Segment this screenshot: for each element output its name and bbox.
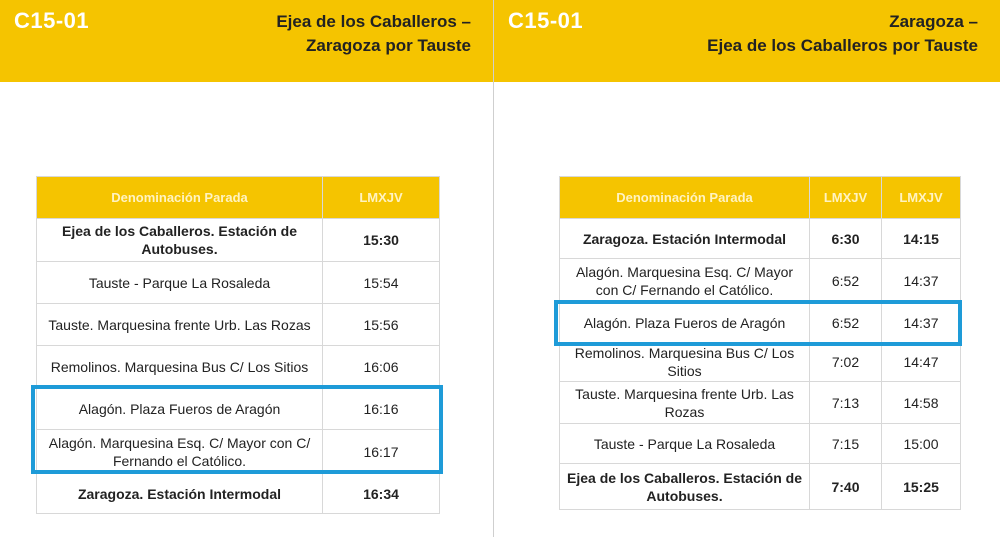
column-header-stop: Denominación Parada xyxy=(37,177,323,219)
table-row xyxy=(560,343,961,382)
table-row xyxy=(560,464,961,510)
departure-time: 15:56 xyxy=(323,304,440,346)
panel-header xyxy=(0,0,493,82)
departure-time: 14:37 xyxy=(882,303,961,343)
table-row xyxy=(560,382,961,424)
departure-time: 6:52 xyxy=(810,259,882,303)
table-row xyxy=(37,262,440,304)
table-row xyxy=(37,304,440,346)
departure-time: 15:25 xyxy=(882,464,961,510)
stop-name: Remolinos. Marquesina Bus C/ Los Sitios xyxy=(37,346,323,388)
column-header-days: LMXJV xyxy=(882,177,961,219)
panel-header xyxy=(494,0,1000,82)
route-code: C15-01 xyxy=(508,8,584,33)
column-header-days: LMXJV xyxy=(810,177,882,219)
stop-name: Ejea de los Caballeros. Estación de Autobuses. xyxy=(560,464,810,510)
departure-time: 14:47 xyxy=(882,343,961,382)
departure-time: 7:15 xyxy=(810,424,882,464)
schedule-panel-zaragoza-ejea xyxy=(494,0,1000,537)
stop-name: Ejea de los Caballeros. Estación de Autobuses. xyxy=(37,219,323,262)
route-code: C15-01 xyxy=(14,8,90,33)
departure-time: 16:16 xyxy=(323,388,440,430)
departure-time: 6:30 xyxy=(810,219,882,259)
stop-name: Tauste. Marquesina frente Urb. Las Rozas xyxy=(560,382,810,424)
departure-time: 7:02 xyxy=(810,343,882,382)
table-header-row xyxy=(560,177,961,219)
table-row xyxy=(37,474,440,514)
departure-time: 15:54 xyxy=(323,262,440,304)
stop-name: Alagón. Plaza Fueros de Aragón xyxy=(37,388,323,430)
highlight-box-alagon-stop xyxy=(554,300,962,346)
table-header-row xyxy=(37,177,440,219)
highlight-box-alagon-stops xyxy=(31,385,443,474)
stop-name: Remolinos. Marquesina Bus C/ Los Sitios xyxy=(560,343,810,382)
column-header-stop: Denominación Parada xyxy=(560,177,810,219)
table-row xyxy=(560,424,961,464)
table-row xyxy=(37,219,440,262)
route-title-line2: Ejea de los Caballeros por Tauste xyxy=(707,36,978,55)
route-title xyxy=(276,10,471,58)
departure-time: 16:34 xyxy=(323,474,440,514)
departure-time: 15:30 xyxy=(323,219,440,262)
stop-name: Zaragoza. Estación Intermodal xyxy=(560,219,810,259)
departure-time: 15:00 xyxy=(882,424,961,464)
departure-time: 16:17 xyxy=(323,430,440,474)
stop-name: Alagón. Marquesina Esq. C/ Mayor con C/ Fernando el Católico. xyxy=(37,430,323,474)
table-row xyxy=(37,346,440,388)
departure-time: 7:13 xyxy=(810,382,882,424)
table-row xyxy=(560,219,961,259)
route-title-line2: Zaragoza por Tauste xyxy=(306,36,471,55)
route-title-line1: Zaragoza – xyxy=(889,12,978,31)
stop-name: Alagón. Plaza Fueros de Aragón xyxy=(560,303,810,343)
stop-name: Tauste - Parque La Rosaleda xyxy=(37,262,323,304)
route-title-line1: Ejea de los Caballeros – xyxy=(276,12,471,31)
stop-name: Tauste. Marquesina frente Urb. Las Rozas xyxy=(37,304,323,346)
departure-time: 14:15 xyxy=(882,219,961,259)
departure-time: 7:40 xyxy=(810,464,882,510)
departure-time: 6:52 xyxy=(810,303,882,343)
stop-name: Zaragoza. Estación Intermodal xyxy=(37,474,323,514)
departure-time: 14:37 xyxy=(882,259,961,303)
departure-time: 16:06 xyxy=(323,346,440,388)
stop-name: Tauste - Parque La Rosaleda xyxy=(560,424,810,464)
column-header-days: LMXJV xyxy=(323,177,440,219)
stop-name: Alagón. Marquesina Esq. C/ Mayor con C/ Fernando el Católico. xyxy=(560,259,810,303)
route-title xyxy=(707,10,978,58)
table-row xyxy=(560,259,961,303)
departure-time: 14:58 xyxy=(882,382,961,424)
